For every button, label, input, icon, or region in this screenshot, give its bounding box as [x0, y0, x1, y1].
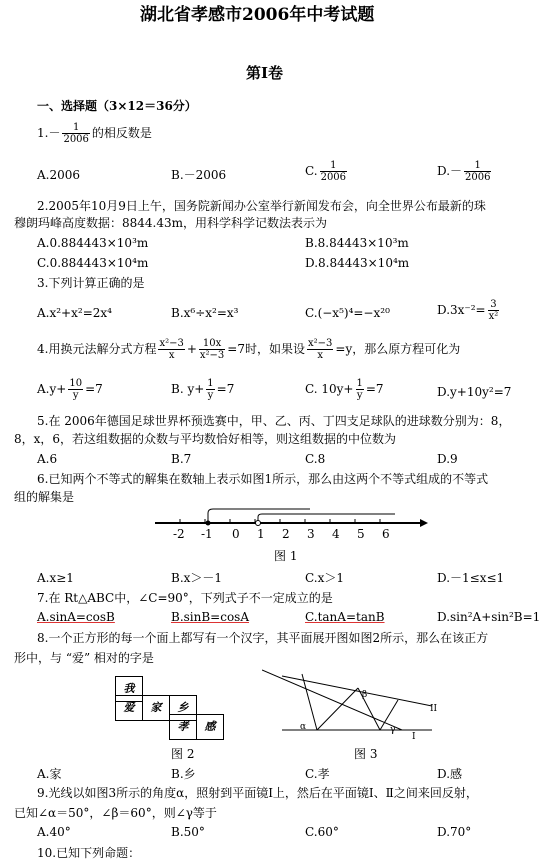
- q4-option-c: C. 10y+ $\frac{1}{y}$ =7: [305, 378, 384, 401]
- q8-option-b: B.乡: [171, 767, 196, 781]
- q8-option-c: C.孝: [305, 767, 330, 781]
- tick-labels: [0, 527, 560, 541]
- q8-stem-line1: 8.一个正方形的每一个面上都写有一个汉字，其平面展开图如图2所示，那么在该正方: [37, 631, 489, 645]
- angle-alpha-label: α: [300, 722, 307, 732]
- q10-stem: 10.已知下列命题：: [37, 846, 141, 860]
- q1-stem: 1.－ $\frac{1}{2006}$ 的相反数是: [37, 122, 152, 145]
- q7-option-d: D.sin²A+sin²B=1: [437, 610, 541, 624]
- q8-option-d: D.感: [437, 767, 463, 781]
- q6-option-b: B.x＞－1: [171, 571, 223, 585]
- figure2-caption: 图 2: [171, 747, 195, 761]
- q3-stem: 3.下列计算正确的是: [37, 276, 145, 290]
- q5-option-d: D.9: [437, 452, 458, 466]
- q5-option-a: A.6: [37, 452, 58, 466]
- q8-stem-line2: 形中，与 “爱” 相对的字是: [14, 651, 154, 665]
- net-cell: 爱: [115, 695, 143, 721]
- q1-option-d: D.－ $\frac{1}{2006}$: [437, 160, 491, 183]
- q6-option-a: A.x≥1: [37, 571, 74, 585]
- tick-label: 5: [357, 527, 365, 541]
- q7-stem: 7.在 Rt△ABC中，∠C=90°，下列式子不一定成立的是: [37, 591, 333, 605]
- q9-stem-line2: 已知∠α＝50°，∠β＝60°，则∠γ等于: [14, 806, 217, 820]
- q3-option-d: D.3x⁻²= $\frac{3}{\text{x²}}$: [437, 299, 499, 322]
- q9-option-a: A.40°: [37, 825, 71, 839]
- q2-option-d: D.8.84443×10⁴m: [305, 256, 410, 270]
- figure1-caption: 图 1: [274, 549, 298, 563]
- figure3-caption: 图 3: [354, 747, 378, 761]
- mirror-ii-label: II: [430, 704, 438, 714]
- q9-option-c: C.60°: [305, 825, 339, 839]
- tick-label: 3: [307, 527, 315, 541]
- net-cell: 感: [196, 714, 224, 740]
- tick-label: 2: [282, 527, 290, 541]
- q6-option-d: D.－1≤x≤1: [437, 571, 505, 585]
- q9-option-d: D.70°: [437, 825, 472, 839]
- q7-option-a: A.sinA=cosB: [37, 610, 115, 624]
- q3-option-b: B.x⁶÷x²=x³: [171, 306, 239, 320]
- q6-stem-line1: 6.已知两个不等式的解集在数轴上表示如图1所示，那么由这两个不等式组成的不等式: [37, 472, 489, 486]
- q4-option-d: D.y+10y²=7: [437, 385, 512, 399]
- q6-stem-line2: 组的解集是: [14, 490, 75, 504]
- mirror-i-label: I: [412, 732, 416, 742]
- q5-option-c: C.8: [305, 452, 326, 466]
- q5-stem-line1: 5.在 2006年德国足球世界杯预选赛中，甲、乙、丙、丁四支足球队的进球数分别为：8，: [37, 414, 511, 428]
- q9-option-b: B.50°: [171, 825, 205, 839]
- volume-heading: 第I卷: [246, 64, 284, 82]
- net-cell: 我: [115, 676, 143, 702]
- q2-option-a: A.0.884443×10³m: [37, 236, 149, 250]
- q6-option-c: C.x＞1: [305, 571, 344, 585]
- tick-label: -1: [201, 527, 213, 541]
- net-cell: 孝: [169, 714, 197, 740]
- q3-option-a: A.x²+x²=2x⁴: [37, 306, 112, 320]
- q8-option-a: A.家: [37, 767, 62, 781]
- q2-option-b: B.8.84443×10³m: [305, 236, 409, 250]
- tick-label: 6: [382, 527, 390, 541]
- q7-option-b: B.sinB=cosA: [171, 610, 249, 624]
- net-cell: 乡: [169, 695, 197, 721]
- q5-stem-line2: 8，x，6，若这组数据的众数与平均数恰好相等，则这组数据的中位数为: [14, 432, 397, 446]
- tick-label: 1: [257, 527, 265, 541]
- q1-option-c: C. $\frac{1}{2006}$: [305, 160, 347, 183]
- q2-option-c: C.0.884443×10⁴m: [37, 256, 149, 270]
- q2-stem-line1: 2.2005年10月9日上午，国务院新闻办公室举行新闻发布会，向全世界公布最新的珠: [37, 199, 486, 213]
- q2-stem-line2: 穆朗玛峰高度数据：8844.43m，用科学科学记数法表示为: [14, 216, 328, 230]
- q4-stem: 4.用换元法解分式方程 $\frac{\text{x²−3}}{x}$ + $\frac{10x}{\text{x²−3}}$ =7时，如果设 $\frac{\text{x²−3}}{x}$ =y，那么原方程可化为: [37, 338, 461, 361]
- section-heading: 一、选择题（3×12＝36分）: [37, 99, 197, 113]
- net-cell: 家: [142, 695, 170, 721]
- q7-option-c: C.tanA=tanB: [305, 610, 385, 624]
- q9-stem-line1: 9.光线以如图3所示的角度α，照射到平面镜Ⅰ上，然后在平面镜Ⅰ、Ⅱ之间来回反射，: [37, 786, 478, 800]
- q3-option-c: C.(−x⁵)⁴=−x²⁰: [305, 306, 390, 320]
- q1-option-b: B.－2006: [171, 168, 227, 182]
- tick-label: -2: [173, 527, 185, 541]
- page-title: 湖北省孝感市2006年中考试题: [140, 5, 375, 25]
- q1-option-a: A.2006: [37, 168, 81, 182]
- tick-label: 4: [332, 527, 340, 541]
- q5-option-b: B.7: [171, 452, 192, 466]
- angle-beta-label: β: [362, 690, 368, 700]
- q4-option-b: B. y+ $\frac{1}{y}$ =7: [171, 378, 235, 401]
- tick-label: 0: [232, 527, 240, 541]
- q4-option-a: A.y+ $\frac{10}{y}$ =7: [37, 378, 103, 401]
- angle-gamma-label: γ: [390, 725, 396, 735]
